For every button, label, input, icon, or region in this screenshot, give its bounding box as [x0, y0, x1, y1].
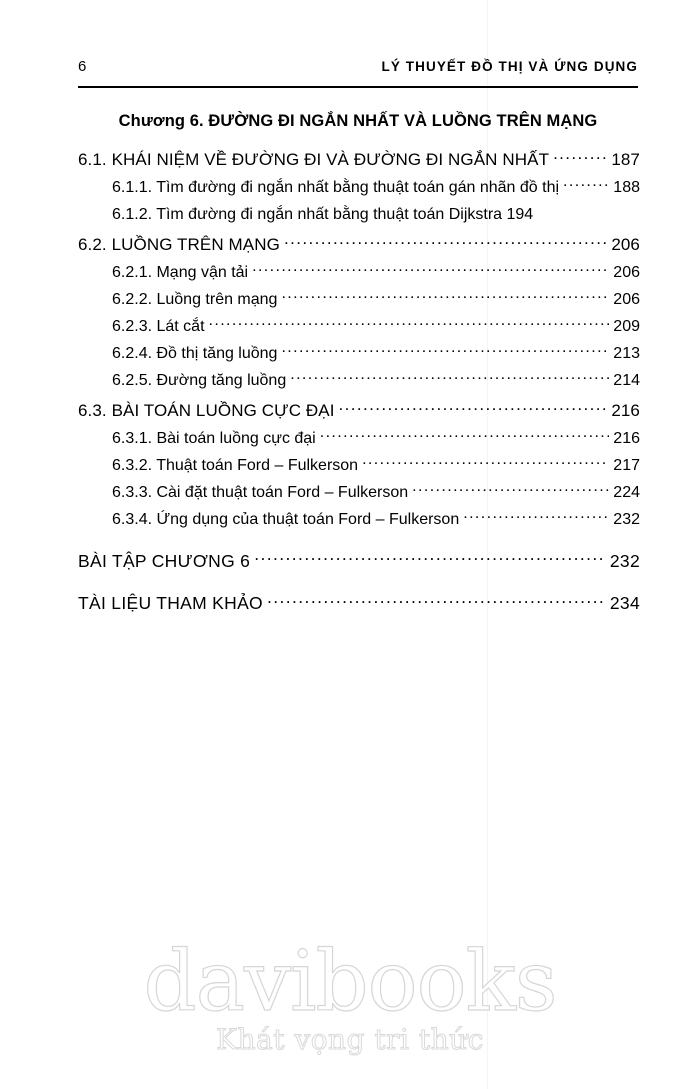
toc-leader-dots: [267, 592, 606, 610]
toc-entry-label: 6.3.3. Cài đặt thuật toán Ford – Fulkerson: [112, 484, 409, 501]
toc-entry-page: 213: [613, 345, 640, 362]
toc-entry-page: 216: [613, 430, 640, 447]
toc-entry[interactable]: [78, 508, 640, 529]
toc-leader-dots: [209, 315, 610, 331]
toc-entry-label: 6.1. KHÁI NIỆM VỀ ĐƯỜNG ĐI VÀ ĐƯỜNG ĐI NGẮN NHẤT: [78, 150, 550, 169]
toc-entry[interactable]: [78, 342, 640, 363]
table-of-contents: [78, 148, 640, 614]
toc-entry-page: 206: [613, 291, 640, 308]
toc-entry-page: 232: [613, 511, 640, 528]
running-title: LÝ THUYẾT ĐỒ THỊ VÀ ỨNG DỤNG: [381, 59, 638, 74]
toc-entry-label: BÀI TẬP CHƯƠNG 6: [78, 550, 251, 571]
toc-entry[interactable]: [78, 427, 640, 448]
toc-entry-label: 6.2.1. Mạng vận tải: [112, 264, 249, 281]
toc-leader-dots: [463, 508, 609, 524]
toc-entry-page: 232: [609, 550, 640, 571]
toc-entry-label: 6.2. LUỒNG TRÊN MẠNG: [78, 235, 280, 254]
toc-leader-dots: [412, 481, 609, 497]
toc-leader-dots: [254, 549, 606, 567]
toc-leader-dots: [362, 454, 609, 470]
toc-entry-page: 188: [613, 179, 640, 196]
toc-leader-dots: [281, 288, 609, 304]
toc-entry[interactable]: [78, 369, 640, 390]
toc-entry-label: 6.2.4. Đồ thị tăng luồng: [112, 345, 278, 362]
toc-entry-page: 214: [613, 372, 640, 389]
toc-entry-label: TÀI LIỆU THAM KHẢO: [78, 593, 263, 613]
watermark-logo: davibooks: [143, 933, 557, 1030]
toc-entry-label: 6.2.3. Lát cắt: [112, 318, 205, 335]
toc-entry-label: 6.3.4. Ứng dụng của thuật toán Ford – Fulkerson: [112, 511, 460, 528]
toc-entry-page: 216: [611, 401, 640, 420]
toc-leader-dots: [563, 176, 609, 192]
toc-entry[interactable]: [78, 233, 640, 255]
toc-entry[interactable]: [78, 176, 640, 197]
running-head: [78, 58, 638, 75]
toc-entry[interactable]: [78, 481, 640, 502]
toc-leader-dots: [537, 203, 636, 219]
toc-entry-page: 206: [613, 264, 640, 281]
toc-leader-dots: [252, 261, 609, 277]
toc-entry-label: 6.1.1. Tìm đường đi ngắn nhất bằng thuật toán gán nhãn đồ thị: [112, 179, 560, 196]
toc-entry-label: 6.3. BÀI TOÁN LUỒNG CỰC ĐẠI: [78, 401, 335, 420]
toc-entry-page: 187: [611, 150, 640, 169]
toc-entry[interactable]: [78, 261, 640, 282]
toc-entry-page: 234: [609, 593, 640, 613]
toc-entry[interactable]: [78, 288, 640, 309]
toc-entry-page: 217: [613, 457, 640, 474]
scan-artifact: [487, 0, 488, 1089]
toc-entry-label: 6.2.2. Luồng trên mạng: [112, 291, 278, 308]
toc-entry[interactable]: [78, 592, 640, 615]
toc-entry[interactable]: [78, 203, 640, 224]
toc-entry[interactable]: [78, 454, 640, 475]
toc-entry-label: 6.2.5. Đường tăng luồng: [112, 372, 287, 389]
toc-leader-dots: [284, 233, 607, 250]
toc-entry-label: 6.3.2. Thuật toán Ford – Fulkerson: [112, 457, 359, 474]
toc-leader-dots: [281, 342, 609, 358]
header-rule: [78, 86, 638, 88]
toc-entry-page: 206: [611, 235, 640, 254]
toc-entry-label: 6.1.2. Tìm đường đi ngắn nhất bằng thuật toán Dijkstra 194: [112, 206, 534, 223]
toc-entry[interactable]: [78, 399, 640, 421]
toc-leader-dots: [290, 369, 609, 385]
toc-entry-label: 6.3.1. Bài toán luồng cực đại: [112, 430, 316, 447]
page-number: 6: [78, 58, 87, 75]
toc-entry[interactable]: [78, 315, 640, 336]
toc-entry-page: 209: [613, 318, 640, 335]
toc-leader-dots: [339, 399, 608, 416]
toc-entry[interactable]: [78, 549, 640, 572]
toc-entry-page: 224: [613, 484, 640, 501]
toc-leader-dots: [320, 427, 610, 443]
toc-leader-dots: [553, 148, 607, 165]
chapter-title: Chương 6. ĐƯỜNG ĐI NGẮN NHẤT VÀ LUỒNG TRÊN MẠNG: [118, 112, 598, 130]
watermark-tagline: Khát vọng tri thức: [216, 1023, 484, 1056]
toc-entry[interactable]: [78, 148, 640, 170]
watermark: [0, 933, 700, 1056]
